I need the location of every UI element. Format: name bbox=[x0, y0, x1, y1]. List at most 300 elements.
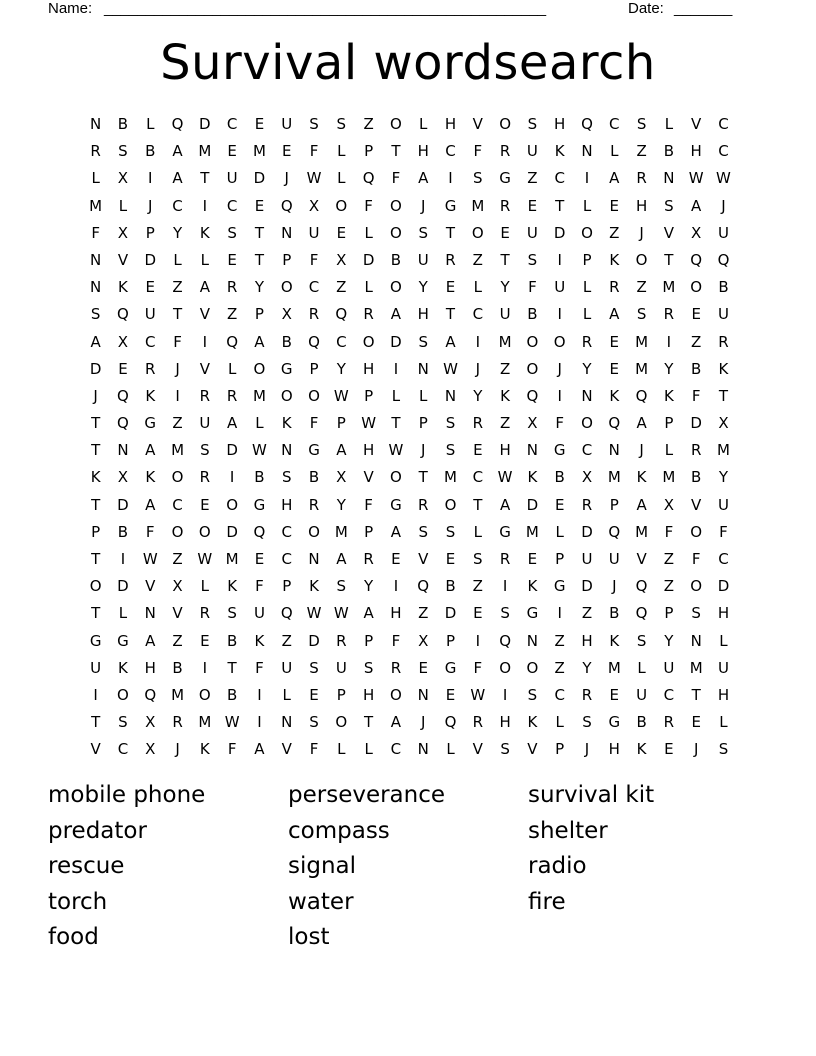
grid-letter[interactable]: S bbox=[527, 250, 538, 269]
grid-letter[interactable]: C bbox=[336, 332, 347, 351]
grid-letter[interactable]: N bbox=[581, 386, 593, 405]
grid-letter[interactable]: Z bbox=[172, 414, 183, 433]
grid-letter[interactable]: S bbox=[118, 142, 128, 161]
grid-letter[interactable]: R bbox=[199, 386, 211, 405]
grid-letter[interactable]: Z bbox=[636, 278, 647, 297]
grid-letter[interactable]: J bbox=[639, 223, 644, 242]
grid-letter[interactable]: O bbox=[499, 658, 511, 677]
grid-letter[interactable]: U bbox=[663, 658, 675, 677]
grid-letter[interactable]: O bbox=[499, 115, 511, 133]
grid-letter[interactable]: O bbox=[526, 332, 539, 351]
grid-letter[interactable]: E bbox=[527, 196, 538, 215]
grid-letter[interactable]: S bbox=[281, 468, 292, 487]
grid-letter[interactable]: V bbox=[527, 740, 538, 759]
grid-letter[interactable]: L bbox=[255, 414, 264, 433]
grid-letter[interactable]: R bbox=[308, 305, 320, 324]
grid-letter[interactable]: U bbox=[554, 278, 566, 297]
grid-letter[interactable]: J bbox=[475, 359, 481, 378]
grid-letter[interactable]: T bbox=[227, 658, 237, 677]
grid-letter[interactable]: T bbox=[254, 250, 265, 269]
grid-letter[interactable]: T bbox=[391, 414, 401, 433]
grid-letter[interactable]: R bbox=[499, 196, 511, 215]
grid-letter[interactable]: G bbox=[280, 359, 293, 378]
grid-letter[interactable]: F bbox=[555, 414, 565, 433]
grid-letter[interactable]: F bbox=[309, 414, 319, 433]
grid-letter[interactable]: S bbox=[418, 332, 428, 351]
grid-letter[interactable]: N bbox=[444, 386, 457, 405]
grid-letter[interactable]: W bbox=[470, 685, 486, 704]
grid-letter[interactable]: O bbox=[198, 522, 211, 541]
grid-letter[interactable]: O bbox=[390, 196, 402, 215]
grid-letter[interactable]: B bbox=[145, 142, 156, 161]
grid-letter[interactable]: X bbox=[418, 631, 429, 650]
grid-letter[interactable]: J bbox=[93, 386, 98, 405]
grid-letter[interactable]: S bbox=[636, 631, 647, 650]
grid-letter[interactable]: I bbox=[202, 332, 208, 351]
grid-letter[interactable]: H bbox=[144, 658, 156, 677]
grid-letter[interactable]: L bbox=[173, 250, 182, 269]
grid-letter[interactable]: P bbox=[309, 359, 319, 378]
grid-letter[interactable]: D bbox=[581, 577, 593, 596]
grid-letter[interactable]: I bbox=[120, 550, 126, 568]
grid-letter[interactable]: K bbox=[309, 577, 319, 596]
grid-letter[interactable]: V bbox=[472, 740, 483, 759]
grid-letter[interactable]: V bbox=[199, 305, 210, 324]
grid-letter[interactable]: F bbox=[91, 223, 100, 242]
grid-letter[interactable]: Z bbox=[226, 305, 238, 324]
grid-letter[interactable]: Z bbox=[172, 631, 183, 650]
grid-letter[interactable]: Q bbox=[280, 604, 293, 623]
grid-letter[interactable]: A bbox=[636, 495, 647, 514]
grid-letter[interactable]: S bbox=[582, 713, 592, 732]
grid-letter[interactable]: H bbox=[554, 115, 566, 133]
grid-letter[interactable]: Q bbox=[335, 305, 348, 324]
grid-letter[interactable]: G bbox=[390, 495, 402, 514]
grid-letter[interactable]: H bbox=[581, 631, 593, 650]
grid-letter[interactable]: G bbox=[117, 631, 129, 650]
grid-letter[interactable]: W bbox=[443, 359, 458, 378]
grid-letter[interactable]: A bbox=[90, 332, 101, 351]
grid-letter[interactable]: D bbox=[362, 250, 375, 269]
grid-letter[interactable]: O bbox=[635, 250, 648, 269]
grid-letter[interactable]: X bbox=[117, 468, 129, 487]
grid-letter[interactable]: L bbox=[473, 278, 482, 297]
grid-letter[interactable]: Z bbox=[499, 414, 511, 433]
grid-letter[interactable]: Q bbox=[608, 414, 621, 433]
grid-letter[interactable]: V bbox=[199, 359, 210, 378]
grid-letter[interactable]: G bbox=[444, 658, 457, 677]
grid-letter[interactable]: F bbox=[528, 278, 537, 297]
grid-letter[interactable]: X bbox=[281, 305, 292, 324]
grid-letter[interactable]: T bbox=[200, 169, 210, 188]
grid-letter[interactable]: X bbox=[663, 495, 675, 514]
grid-letter[interactable]: V bbox=[472, 115, 483, 133]
grid-letter[interactable]: L bbox=[364, 740, 373, 759]
grid-letter[interactable]: Y bbox=[473, 386, 483, 405]
grid-letter[interactable]: O bbox=[553, 332, 566, 351]
grid-letter[interactable]: U bbox=[717, 495, 729, 514]
grid-letter[interactable]: B bbox=[390, 250, 402, 269]
grid-letter[interactable]: L bbox=[719, 713, 728, 732]
grid-letter[interactable]: Z bbox=[691, 332, 702, 351]
grid-letter[interactable]: I bbox=[93, 685, 98, 704]
grid-letter[interactable]: M bbox=[198, 713, 212, 732]
grid-letter[interactable]: T bbox=[91, 550, 101, 568]
grid-letter[interactable]: O bbox=[362, 332, 375, 351]
grid-letter[interactable]: V bbox=[117, 250, 129, 269]
grid-letter[interactable]: F bbox=[309, 740, 319, 759]
grid-letter[interactable]: N bbox=[417, 740, 429, 759]
grid-letter[interactable]: W bbox=[388, 441, 404, 460]
grid-letter[interactable]: S bbox=[445, 441, 456, 460]
grid-letter[interactable]: K bbox=[254, 631, 265, 650]
grid-letter[interactable]: O bbox=[581, 414, 593, 433]
grid-letter[interactable]: N bbox=[90, 250, 102, 269]
grid-letter[interactable]: G bbox=[444, 196, 457, 215]
grid-letter[interactable]: S bbox=[500, 604, 510, 623]
grid-letter[interactable]: S bbox=[691, 604, 701, 623]
grid-letter[interactable]: U bbox=[717, 223, 729, 242]
grid-letter[interactable]: E bbox=[336, 223, 347, 242]
grid-letter[interactable]: Z bbox=[663, 577, 675, 596]
grid-letter[interactable]: X bbox=[117, 169, 129, 188]
grid-letter[interactable]: Z bbox=[336, 278, 347, 297]
grid-letter[interactable]: A bbox=[336, 441, 347, 460]
grid-letter[interactable]: I bbox=[557, 305, 562, 324]
grid-letter[interactable]: H bbox=[362, 441, 375, 460]
grid-letter[interactable]: J bbox=[175, 740, 180, 759]
grid-letter[interactable]: T bbox=[172, 305, 183, 324]
grid-letter[interactable]: K bbox=[90, 468, 101, 487]
grid-letter[interactable]: S bbox=[118, 713, 128, 732]
grid-letter[interactable]: A bbox=[445, 332, 456, 351]
grid-letter[interactable]: O bbox=[280, 386, 293, 405]
grid-letter[interactable]: X bbox=[336, 468, 347, 487]
grid-letter[interactable]: X bbox=[117, 223, 129, 242]
grid-letter[interactable]: R bbox=[499, 550, 511, 568]
grid-letter[interactable]: L bbox=[200, 250, 210, 269]
grid-letter[interactable]: O bbox=[471, 223, 484, 242]
grid-letter[interactable]: K bbox=[281, 414, 292, 433]
grid-letter[interactable]: Y bbox=[582, 658, 592, 677]
grid-letter[interactable]: P bbox=[664, 604, 674, 623]
grid-letter[interactable]: T bbox=[91, 713, 101, 732]
grid-letter[interactable]: R bbox=[663, 305, 675, 324]
grid-letter[interactable]: N bbox=[281, 713, 293, 732]
grid-letter[interactable]: T bbox=[91, 441, 101, 460]
grid-letter[interactable]: K bbox=[718, 359, 729, 378]
grid-letter[interactable]: R bbox=[226, 386, 238, 405]
grid-letter[interactable]: Z bbox=[281, 631, 292, 650]
grid-letter[interactable]: O bbox=[308, 386, 320, 405]
grid-letter[interactable]: R bbox=[472, 713, 484, 732]
grid-letter[interactable]: J bbox=[175, 359, 180, 378]
grid-letter[interactable]: C bbox=[172, 495, 183, 514]
grid-letter[interactable]: L bbox=[419, 386, 428, 405]
grid-letter[interactable]: P bbox=[664, 414, 674, 433]
grid-letter[interactable]: P bbox=[555, 740, 565, 759]
grid-letter[interactable]: A bbox=[691, 196, 702, 215]
grid-letter[interactable]: J bbox=[721, 196, 726, 215]
grid-letter[interactable]: A bbox=[227, 414, 238, 433]
grid-letter[interactable]: O bbox=[390, 468, 402, 487]
grid-letter[interactable]: K bbox=[145, 386, 156, 405]
grid-letter[interactable]: W bbox=[716, 169, 731, 188]
grid-letter[interactable]: A bbox=[172, 169, 183, 188]
grid-letter[interactable]: B bbox=[226, 631, 238, 650]
grid-letter[interactable]: W bbox=[333, 604, 349, 623]
grid-letter[interactable]: D bbox=[144, 250, 157, 269]
grid-letter[interactable]: W bbox=[688, 169, 704, 188]
grid-letter[interactable]: E bbox=[473, 604, 483, 623]
grid-letter[interactable]: S bbox=[473, 550, 483, 568]
grid-letter[interactable]: C bbox=[718, 142, 729, 161]
grid-letter[interactable]: O bbox=[253, 359, 266, 378]
grid-letter[interactable]: D bbox=[117, 495, 129, 514]
grid-letter[interactable]: G bbox=[89, 631, 102, 650]
grid-letter[interactable]: E bbox=[445, 550, 456, 568]
grid-letter[interactable]: Q bbox=[117, 414, 129, 433]
grid-letter[interactable]: R bbox=[172, 713, 183, 732]
grid-letter[interactable]: V bbox=[663, 223, 675, 242]
grid-letter[interactable]: R bbox=[609, 278, 620, 297]
grid-letter[interactable]: Y bbox=[500, 278, 510, 297]
grid-letter[interactable]: E bbox=[281, 142, 292, 161]
grid-letter[interactable]: I bbox=[584, 169, 590, 188]
grid-letter[interactable]: U bbox=[499, 305, 511, 324]
grid-letter[interactable]: S bbox=[309, 658, 319, 677]
grid-letter[interactable]: D bbox=[199, 115, 211, 133]
grid-letter[interactable]: K bbox=[118, 658, 128, 677]
grid-letter[interactable]: D bbox=[253, 169, 266, 188]
grid-letter[interactable]: B bbox=[117, 115, 129, 133]
grid-letter[interactable]: D bbox=[89, 359, 102, 378]
grid-letter[interactable]: Y bbox=[582, 359, 592, 378]
grid-letter[interactable]: M bbox=[252, 142, 266, 161]
grid-letter[interactable]: C bbox=[172, 196, 183, 215]
grid-letter[interactable]: S bbox=[227, 604, 237, 623]
grid-letter[interactable]: O bbox=[581, 223, 593, 242]
grid-letter[interactable]: H bbox=[717, 604, 730, 623]
grid-letter[interactable]: M bbox=[607, 468, 621, 487]
grid-letter[interactable]: Z bbox=[172, 278, 183, 297]
grid-letter[interactable]: P bbox=[364, 386, 374, 405]
grid-letter[interactable]: T bbox=[500, 250, 510, 269]
grid-letter[interactable]: I bbox=[148, 169, 153, 188]
grid-letter[interactable]: B bbox=[554, 468, 565, 487]
grid-letter[interactable]: P bbox=[282, 250, 292, 269]
grid-letter[interactable]: S bbox=[445, 414, 456, 433]
grid-letter[interactable]: B bbox=[691, 468, 702, 487]
grid-letter[interactable]: L bbox=[664, 441, 674, 460]
grid-letter[interactable]: D bbox=[117, 577, 129, 596]
grid-letter[interactable]: K bbox=[527, 577, 538, 596]
grid-letter[interactable]: K bbox=[663, 386, 674, 405]
grid-letter[interactable]: L bbox=[446, 740, 455, 759]
grid-letter[interactable]: Y bbox=[664, 359, 674, 378]
grid-letter[interactable]: E bbox=[609, 685, 620, 704]
grid-letter[interactable]: M bbox=[171, 685, 185, 704]
grid-letter[interactable]: T bbox=[691, 685, 701, 704]
grid-letter[interactable]: S bbox=[336, 115, 347, 133]
grid-letter[interactable]: L bbox=[391, 386, 401, 405]
grid-letter[interactable]: C bbox=[718, 550, 729, 568]
grid-letter[interactable]: M bbox=[717, 441, 730, 460]
grid-letter[interactable]: K bbox=[227, 577, 238, 596]
grid-letter[interactable]: P bbox=[445, 631, 456, 650]
grid-letter[interactable]: E bbox=[664, 740, 674, 759]
grid-letter[interactable]: G bbox=[608, 713, 621, 732]
grid-letter[interactable]: X bbox=[145, 713, 156, 732]
grid-letter[interactable]: H bbox=[390, 604, 402, 623]
grid-letter[interactable]: Q bbox=[444, 713, 457, 732]
grid-letter[interactable]: K bbox=[527, 713, 538, 732]
grid-letter[interactable]: M bbox=[635, 332, 649, 351]
grid-letter[interactable]: A bbox=[390, 305, 402, 324]
grid-letter[interactable]: X bbox=[581, 468, 593, 487]
grid-letter[interactable]: H bbox=[499, 713, 511, 732]
grid-letter[interactable]: S bbox=[418, 522, 428, 541]
grid-letter[interactable]: N bbox=[581, 142, 593, 161]
grid-letter[interactable]: C bbox=[117, 740, 129, 759]
grid-letter[interactable]: A bbox=[254, 332, 265, 351]
grid-letter[interactable]: Q bbox=[690, 250, 703, 269]
grid-letter[interactable]: M bbox=[252, 386, 266, 405]
grid-letter[interactable]: L bbox=[473, 522, 482, 541]
grid-letter[interactable]: C bbox=[445, 142, 456, 161]
grid-letter[interactable]: Z bbox=[418, 604, 429, 623]
grid-letter[interactable]: F bbox=[227, 740, 237, 759]
grid-letter[interactable]: X bbox=[527, 414, 538, 433]
grid-letter[interactable]: I bbox=[257, 713, 262, 732]
grid-letter[interactable]: S bbox=[309, 713, 319, 732]
grid-letter[interactable]: Z bbox=[472, 250, 483, 269]
grid-letter[interactable]: H bbox=[499, 441, 511, 460]
grid-letter[interactable]: T bbox=[473, 495, 483, 514]
grid-letter[interactable]: U bbox=[281, 658, 293, 677]
grid-letter[interactable]: U bbox=[199, 414, 211, 433]
grid-letter[interactable]: X bbox=[172, 577, 183, 596]
grid-letter[interactable]: Y bbox=[336, 495, 346, 514]
grid-letter[interactable]: N bbox=[690, 631, 702, 650]
grid-letter[interactable]: A bbox=[145, 441, 156, 460]
grid-letter[interactable]: K bbox=[500, 386, 511, 405]
grid-letter[interactable]: I bbox=[393, 359, 399, 378]
grid-letter[interactable]: A bbox=[199, 278, 210, 297]
grid-letter[interactable]: I bbox=[257, 685, 262, 704]
grid-letter[interactable]: M bbox=[662, 278, 676, 297]
grid-letter[interactable]: L bbox=[337, 142, 346, 161]
grid-letter[interactable]: F bbox=[309, 250, 319, 269]
grid-letter[interactable]: O bbox=[690, 522, 703, 541]
grid-letter[interactable]: I bbox=[502, 685, 508, 704]
grid-letter[interactable]: L bbox=[719, 631, 728, 650]
grid-letter[interactable]: G bbox=[308, 441, 320, 460]
grid-letter[interactable]: O bbox=[171, 468, 184, 487]
grid-letter[interactable]: A bbox=[499, 495, 511, 514]
grid-letter[interactable]: F bbox=[473, 658, 483, 677]
grid-letter[interactable]: M bbox=[171, 441, 185, 460]
grid-letter[interactable]: E bbox=[227, 142, 237, 161]
grid-letter[interactable]: L bbox=[91, 169, 100, 188]
grid-letter[interactable]: X bbox=[145, 740, 156, 759]
grid-letter[interactable]: L bbox=[555, 713, 564, 732]
grid-letter[interactable]: W bbox=[197, 550, 213, 568]
grid-letter[interactable]: L bbox=[282, 685, 291, 704]
grid-letter[interactable]: R bbox=[663, 713, 675, 732]
grid-letter[interactable]: V bbox=[281, 740, 292, 759]
grid-letter[interactable]: G bbox=[253, 495, 266, 514]
grid-letter[interactable]: S bbox=[636, 115, 647, 133]
grid-letter[interactable]: D bbox=[226, 441, 238, 460]
grid-letter[interactable]: H bbox=[608, 740, 620, 759]
grid-letter[interactable]: L bbox=[664, 115, 674, 133]
grid-letter[interactable]: M bbox=[471, 196, 485, 215]
grid-letter[interactable]: B bbox=[718, 278, 729, 297]
grid-letter[interactable]: J bbox=[420, 441, 426, 460]
grid-letter[interactable]: S bbox=[445, 522, 456, 541]
grid-letter[interactable]: B bbox=[172, 658, 183, 677]
grid-letter[interactable]: R bbox=[690, 441, 702, 460]
grid-letter[interactable]: O bbox=[690, 278, 703, 297]
grid-letter[interactable]: Y bbox=[364, 577, 374, 596]
grid-letter[interactable]: G bbox=[499, 522, 511, 541]
grid-letter[interactable]: M bbox=[689, 658, 703, 677]
grid-letter[interactable]: O bbox=[280, 278, 293, 297]
grid-letter[interactable]: C bbox=[609, 115, 620, 133]
grid-letter[interactable]: O bbox=[308, 522, 320, 541]
grid-letter[interactable]: R bbox=[199, 604, 211, 623]
grid-letter[interactable]: E bbox=[418, 658, 428, 677]
grid-letter[interactable]: Z bbox=[554, 631, 565, 650]
grid-letter[interactable]: S bbox=[473, 169, 483, 188]
grid-letter[interactable]: M bbox=[89, 196, 103, 215]
grid-letter[interactable]: T bbox=[555, 196, 565, 215]
grid-letter[interactable]: E bbox=[527, 550, 538, 568]
grid-letter[interactable]: P bbox=[609, 495, 619, 514]
grid-letter[interactable]: K bbox=[636, 468, 647, 487]
grid-letter[interactable]: K bbox=[199, 223, 210, 242]
grid-letter[interactable]: E bbox=[227, 250, 237, 269]
grid-letter[interactable]: E bbox=[445, 685, 456, 704]
grid-letter[interactable]: O bbox=[690, 577, 703, 596]
grid-letter[interactable]: A bbox=[418, 169, 429, 188]
grid-letter[interactable]: K bbox=[636, 740, 647, 759]
grid-letter[interactable]: C bbox=[554, 169, 565, 188]
grid-letter[interactable]: B bbox=[117, 522, 129, 541]
grid-letter[interactable]: U bbox=[226, 169, 238, 188]
grid-letter[interactable]: R bbox=[363, 550, 374, 568]
grid-letter[interactable]: C bbox=[718, 115, 729, 133]
grid-letter[interactable]: Z bbox=[172, 550, 183, 568]
grid-letter[interactable]: L bbox=[555, 522, 564, 541]
grid-letter[interactable]: S bbox=[336, 577, 347, 596]
grid-letter[interactable]: O bbox=[335, 713, 348, 732]
grid-letter[interactable]: V bbox=[418, 550, 429, 568]
grid-letter[interactable]: H bbox=[417, 305, 429, 324]
grid-letter[interactable]: V bbox=[691, 115, 702, 133]
grid-letter[interactable]: E bbox=[254, 550, 265, 568]
grid-letter[interactable]: M bbox=[225, 550, 239, 568]
grid-letter[interactable]: H bbox=[690, 142, 702, 161]
grid-letter[interactable]: V bbox=[145, 577, 156, 596]
grid-letter[interactable]: P bbox=[254, 305, 264, 324]
grid-letter[interactable]: Y bbox=[418, 278, 428, 297]
grid-letter[interactable]: Q bbox=[226, 332, 239, 351]
grid-letter[interactable]: E bbox=[445, 278, 456, 297]
grid-letter[interactable]: M bbox=[498, 332, 512, 351]
grid-letter[interactable]: N bbox=[417, 685, 429, 704]
